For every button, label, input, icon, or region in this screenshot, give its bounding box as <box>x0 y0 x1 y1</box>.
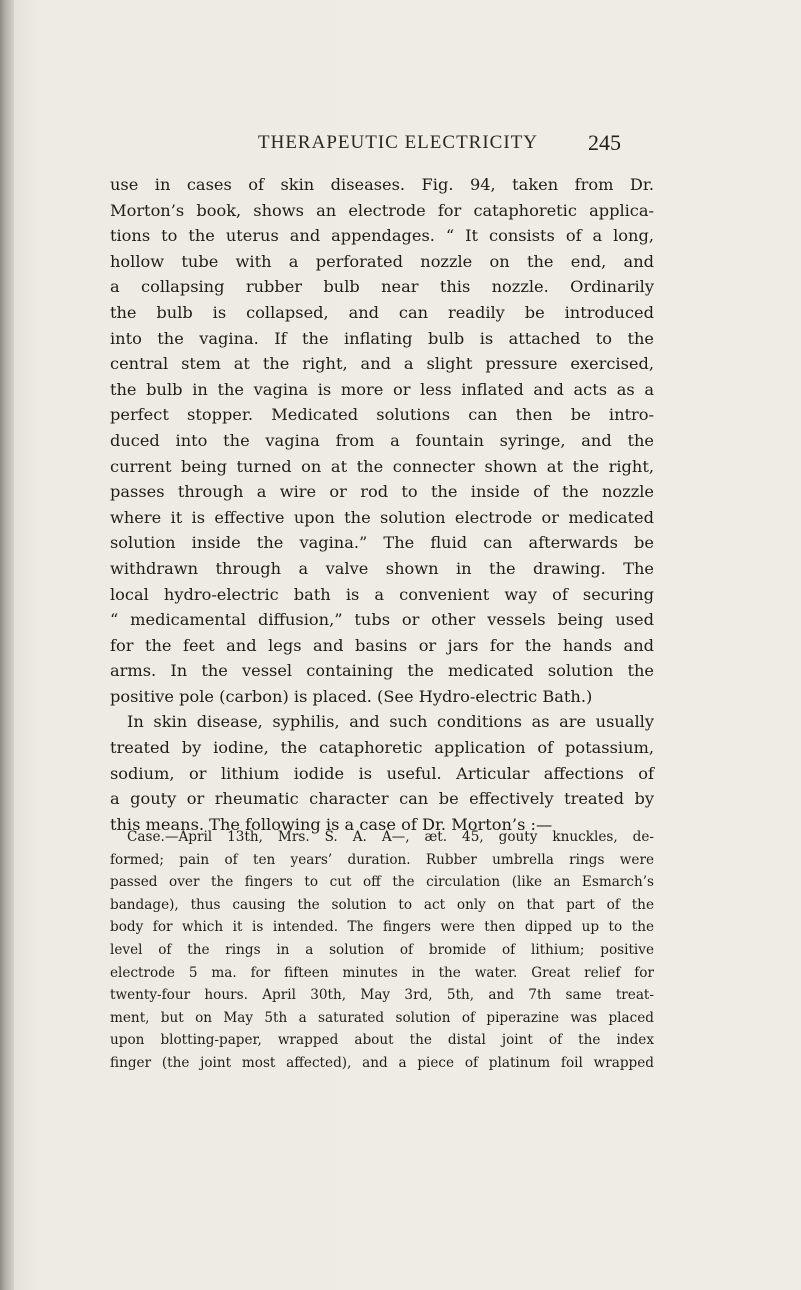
text-line: In skin disease, syphilis, and such conditions as are usually <box>127 712 654 732</box>
text-line: local hydro-electric bath is a convenient way of securing <box>110 584 654 604</box>
running-title: THERAPEUTIC ELECTRICITY <box>258 132 539 153</box>
text-line: treated by iodine, the cataphoretic application of potassium, <box>110 738 654 758</box>
text-line: Morton’s book, shows an electrode for cataphoretic applica- <box>110 200 654 220</box>
main-paragraph <box>110 172 654 837</box>
case-line: formed; pain of ten years’ duration. Rubber umbrella rings were <box>110 851 654 868</box>
page-number: 245 <box>588 130 621 155</box>
text-line: where it is effective upon the solution electrode or medicated <box>110 507 654 527</box>
case-line: passed over the fingers to cut off the circulation (like an Esmarch’s <box>110 874 654 891</box>
text-line: duced into the vagina from a fountain syringe, and the <box>110 430 654 450</box>
text-line: the bulb is collapsed, and can readily be introduced <box>110 302 654 322</box>
text-line: solution inside the vagina.” The fluid can afterwards be <box>110 533 654 553</box>
text-line: a collapsing rubber bulb near this nozzle. Ordinarily <box>110 277 654 297</box>
case-line: Case.—April 13th, Mrs. S. A. A—, æt. 45, gouty knuckles, de- <box>127 829 654 845</box>
text-line: hollow tube with a perforated nozzle on the end, and <box>110 251 654 271</box>
page-gutter-shadow <box>0 0 14 1290</box>
text-line: positive pole (carbon) is placed. (See Hydro-electric Bath.) <box>110 686 593 706</box>
case-line: twenty-four hours. April 30th, May 3rd, 5th, and 7th same treat- <box>110 987 654 1004</box>
text-line: perfect stopper. Medicated solutions can then be intro- <box>110 405 654 425</box>
text-line: “ medicamental diffusion,” tubs or other vessels being used <box>110 610 654 630</box>
text-line: into the vagina. If the inflating bulb is attached to the <box>110 328 654 348</box>
text-line: central stem at the right, and a slight pressure exercised, <box>110 354 654 374</box>
text-line: this means. The following is a case of Dr. Morton’s :— <box>110 814 553 834</box>
text-line: sodium, or lithium iodide is useful. Articular affections of <box>110 763 654 783</box>
text-line: for the feet and legs and basins or jars for the hands and <box>110 635 654 655</box>
case-line: electrode 5 ma. for fifteen minutes in the water. Great relief for <box>110 964 654 981</box>
text-line: use in cases of skin diseases. Fig. 94, taken from Dr. <box>110 175 654 194</box>
case-line: bandage), thus causing the solution to act only on that part of the <box>110 896 654 913</box>
text-line: a gouty or rheumatic character can be effectively treated by <box>110 789 654 809</box>
case-line: ment, but on May 5th a saturated solution of piperazine was placed <box>110 1009 654 1026</box>
case-report <box>110 826 654 1075</box>
text-line: current being turned on at the connecter shown at the right, <box>110 456 654 476</box>
running-header <box>0 128 801 158</box>
text-line: passes through a wire or rod to the inside of the nozzle <box>110 482 654 502</box>
text-line: withdrawn through a valve shown in the drawing. The <box>110 558 654 578</box>
case-line: body for which it is intended. The fingers were then dipped up to the <box>110 919 654 936</box>
case-line: level of the rings in a solution of bromide of lithium; positive <box>110 941 654 958</box>
case-line: upon blotting-paper, wrapped about the distal joint of the index <box>110 1032 654 1049</box>
case-line: finger (the joint most affected), and a piece of platinum foil wrapped <box>110 1054 654 1071</box>
text-line: tions to the uterus and appendages. “ It consists of a long, <box>110 226 654 246</box>
text-line: arms. In the vessel containing the medicated solution the <box>110 661 654 681</box>
text-line: the bulb in the vagina is more or less inflated and acts as a <box>110 379 654 399</box>
